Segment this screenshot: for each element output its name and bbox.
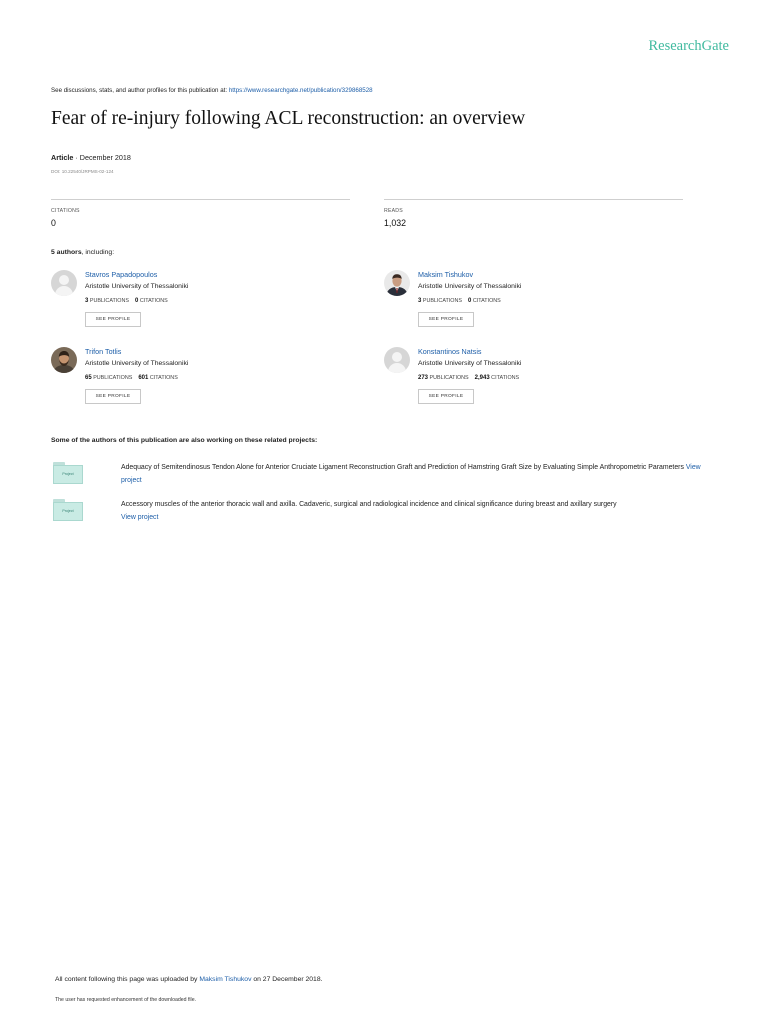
citations-count: 601 [138,375,149,381]
author-stats [85,298,168,304]
article-type: Article [51,153,74,162]
view-project-link[interactable]: View project [121,464,701,484]
avatar-placeholder-icon[interactable] [384,347,410,373]
citations-label: CITATIONS [51,208,80,214]
author-name-link[interactable]: Stavros Papadopoulos [85,270,158,279]
article-meta [51,153,131,162]
author-card [51,347,351,411]
authors-suffix: , including: [81,249,115,256]
author-institution: Aristotle University of Thessaloniki [85,360,189,367]
publications-label: PUBLICATIONS [93,375,133,381]
publications-count: 3 [85,298,89,304]
author-card [51,270,351,334]
article-date: · December 2018 [73,153,131,162]
project-description [121,499,711,524]
project-title: Adequacy of Semitendinosus Tendon Alone for Anterior Cruciate Ligament Reconstruction Graft and Prediction of Hamstring Graft Size by Evaluating Simple Anthropometric Parameters [121,464,686,471]
see-profile-button[interactable]: SEE PROFILE [418,389,474,404]
citations-label: CITATIONS [491,375,520,381]
author-institution: Aristotle University of Thessaloniki [418,283,522,290]
reads-label: READS [384,208,403,214]
publication-url-link[interactable]: https://www.researchgate.net/publication/329868528 [228,87,373,94]
authors-heading [51,249,114,256]
project-folder-label: Project [53,465,83,484]
citations-value: 0 [51,218,56,228]
author-stats [85,375,178,381]
project-description [121,462,711,487]
author-institution: Aristotle University of Thessaloniki [85,283,189,290]
citations-label: CITATIONS [149,375,178,381]
uploaded-prefix: All content following this page was uploaded by [55,976,200,983]
related-projects-heading: Some of the authors of this publication are also working on these related projects: [51,437,318,444]
citations-count: 0 [467,298,472,304]
author-stats [418,298,501,304]
citations-stat [51,199,350,228]
citations-label: CITATIONS [472,298,501,304]
view-project-link[interactable]: View project [121,513,159,521]
see-profile-button[interactable]: SEE PROFILE [85,312,141,327]
author-institution: Aristotle University of Thessaloniki [418,360,522,367]
author-card [384,347,684,411]
discussion-notice [51,87,373,94]
discussion-text: See discussions, stats, and author profiles for this publication at: [51,87,229,94]
uploaded-by-line [55,976,323,983]
project-folder-label: Project [53,502,83,521]
publications-label: PUBLICATIONS [422,298,462,304]
author-name-link[interactable]: Trifon Totlis [85,347,122,356]
reads-stat [384,199,683,228]
author-name-link[interactable]: Maksim Tishukov [418,270,474,279]
researchgate-logo[interactable]: ResearchGate [648,38,729,54]
publications-count: 3 [418,298,422,304]
publications-count: 273 [418,375,429,381]
citations-count: 2,943 [474,375,490,381]
see-profile-button[interactable]: SEE PROFILE [418,312,474,327]
publications-label: PUBLICATIONS [429,375,469,381]
reads-value: 1,032 [384,218,407,228]
doi: DOI: 10.22540/JRPMS-02-124 [51,169,114,174]
publications-label: PUBLICATIONS [89,298,129,304]
project-folder-icon[interactable] [53,499,83,521]
enhancement-note: The user has requested enhancement of the downloaded file. [55,997,197,1003]
uploaded-suffix: on 27 December 2018. [251,976,323,983]
author-name-link[interactable]: Konstantinos Natsis [418,347,482,356]
author-stats [418,375,519,381]
author-photo[interactable] [384,270,410,296]
avatar-placeholder-icon[interactable] [51,270,77,296]
see-profile-button[interactable]: SEE PROFILE [85,389,141,404]
author-photo[interactable] [51,347,77,373]
paper-title: Fear of re-injury following ACL reconstruction: an overview [51,108,526,129]
citations-label: CITATIONS [139,298,168,304]
authors-count: 5 authors [51,249,82,256]
uploader-link[interactable]: Maksim Tishukov [199,976,252,983]
publications-count: 65 [85,375,92,381]
project-title: Accessory muscles of the anterior thoracic wall and axilla. Cadaveric, surgical and radiological incidence and clinical significance during breast and axillary surgery [121,501,617,508]
project-folder-icon[interactable] [53,462,83,484]
citations-count: 0 [134,298,139,304]
author-card [384,270,684,334]
